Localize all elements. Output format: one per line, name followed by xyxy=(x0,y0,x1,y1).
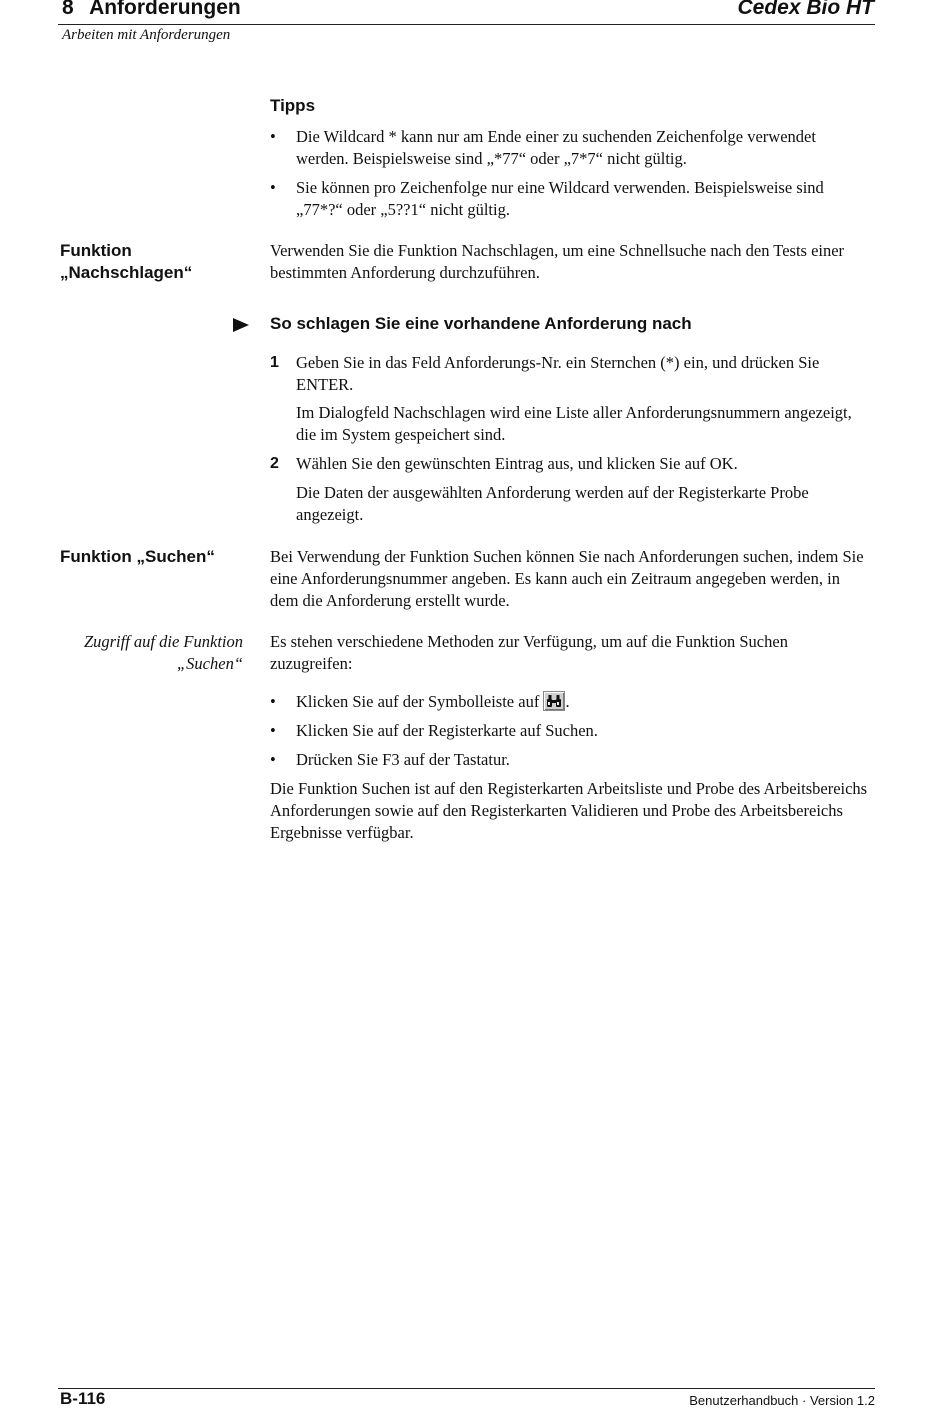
product-name: Cedex Bio HT xyxy=(737,0,874,19)
suchen-side-heading: Funktion „Suchen“ xyxy=(60,547,215,566)
chapter-number: 8 xyxy=(62,0,74,19)
step-result: Im Dialogfeld Nachschlagen wird eine Liste aller Anforderungsnummern angezeigt, die im System gespeichert sind. xyxy=(296,403,852,444)
manual-version: Benutzerhandbuch · Version 1.2 xyxy=(689,1393,875,1408)
bullet-glyph: • xyxy=(270,721,276,740)
bullet-glyph: • xyxy=(270,692,276,711)
side-heading-line: Funktion xyxy=(60,241,132,260)
binoculars-icon[interactable] xyxy=(543,691,565,711)
tips-heading: Tipps xyxy=(270,96,316,115)
method-item xyxy=(270,749,870,771)
side-heading-line: Zugriff auf die Funktion xyxy=(83,632,243,651)
chapter-title: Anforderungen xyxy=(89,0,241,19)
step-number: 1 xyxy=(270,354,279,371)
step-number: 2 xyxy=(270,455,279,472)
side-heading-line: „Nachschlagen“ xyxy=(60,263,193,282)
availability-text: Die Funktion Suchen ist auf den Registerkarten Arbeitsliste und Probe des Arbeitsbereichs Anforderungen sowie auf den Registerkarten Validieren und Probe des Arbeitsbereichs Ergebnisse verfügbar. xyxy=(270,779,868,842)
bullet-glyph: • xyxy=(270,127,276,146)
chapter-heading xyxy=(62,0,241,20)
step-text: Wählen Sie den gewünschten Eintrag aus, und klicken Sie auf OK. xyxy=(296,454,738,473)
method-text: Drücken Sie F3 auf der Tastatur. xyxy=(296,750,510,769)
step-text: Geben Sie in das Feld Anforderungs-Nr. ein Sternchen (*) ein, und drücken Sie ENTER. xyxy=(296,353,820,394)
procedure-arrow-icon xyxy=(233,318,249,332)
method-suffix: . xyxy=(565,692,570,711)
tip-text: Sie können pro Zeichenfolge nur eine Wildcard verwenden. Beispielsweise sind „77*?“ oder „5??1“ nicht gültig. xyxy=(296,178,824,219)
bullet-glyph: • xyxy=(270,178,276,197)
nachschlagen-intro: Verwenden Sie die Funktion Nachschlagen, um eine Schnellsuche nach den Tests einer bestimmten Anforderung durchzuführen. xyxy=(270,241,845,282)
nachschlagen-side-heading xyxy=(60,240,250,284)
footer-rule xyxy=(58,1388,875,1389)
tip-text: Die Wildcard * kann nur am Ende einer zu suchenden Zeichenfolge verwendet werden. Beispielsweise sind „*77“ oder „7*7“ nicht gültig. xyxy=(296,127,816,168)
method-item xyxy=(270,720,870,742)
method-item xyxy=(270,691,870,713)
step-result: Die Daten der ausgewählten Anforderung werden auf der Registerkarte Probe angezeigt. xyxy=(296,483,809,524)
tip-item xyxy=(270,177,870,221)
access-intro: Es stehen verschiedene Methoden zur Verfügung, um auf die Funktion Suchen zuzugreifen: xyxy=(270,632,788,673)
suchen-intro: Bei Verwendung der Funktion Suchen können Sie nach Anforderungen suchen, indem Sie eine Anforderungsnummer angeben. Es kann auch ein Zeitraum angegeben werden, in dem die Anforderung erstellt wurde. xyxy=(270,547,864,610)
page-number: B-116 xyxy=(60,1389,106,1408)
tip-item xyxy=(270,126,870,170)
header-rule xyxy=(58,24,875,25)
section-subtitle: Arbeiten mit Anforderungen xyxy=(62,27,231,43)
method-text: Klicken Sie auf der Symbolleiste auf xyxy=(296,692,540,711)
method-text-wrap xyxy=(270,691,870,713)
bullet-glyph: • xyxy=(270,750,276,769)
procedure-heading: So schlagen Sie eine vorhandene Anforderung nach xyxy=(270,314,692,333)
side-heading-line: „Suchen“ xyxy=(177,654,243,673)
access-side-heading xyxy=(40,631,243,675)
method-text: Klicken Sie auf der Registerkarte auf Suchen. xyxy=(296,721,598,740)
